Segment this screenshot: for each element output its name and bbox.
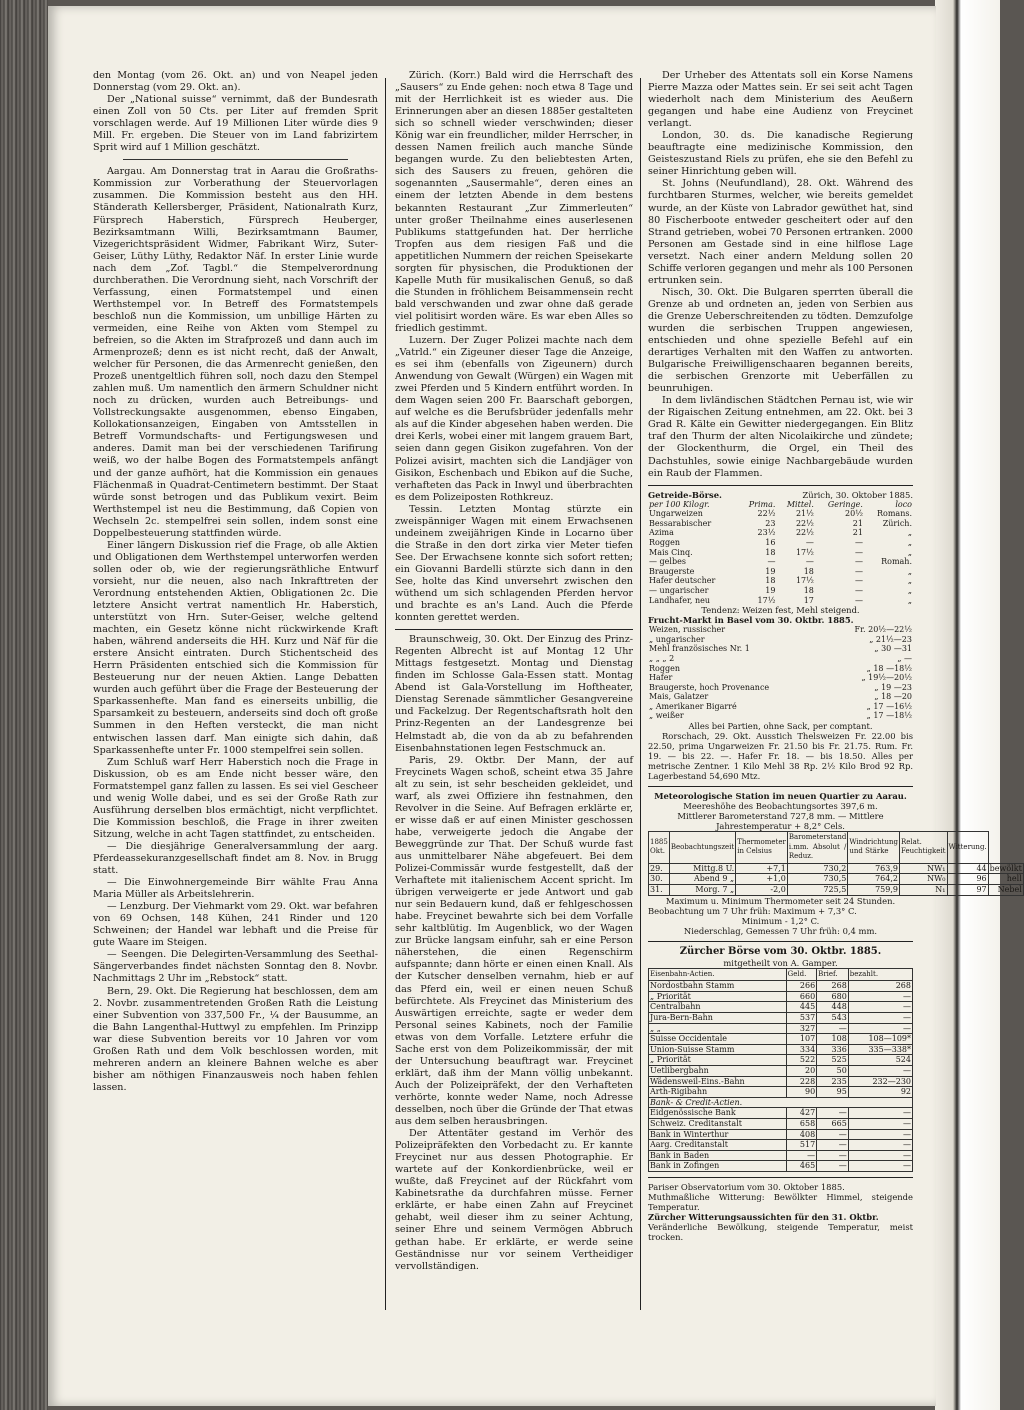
- grain-row-cell: —: [854, 576, 863, 586]
- grain-row-cell: — gelbes: [649, 557, 686, 567]
- boerse-row-cell: —: [817, 1023, 849, 1034]
- meteo-row-cell: 31.: [649, 885, 670, 896]
- meteo-row-cell: 764,2: [848, 874, 900, 885]
- grain-row: [648, 576, 913, 586]
- grain-row-cell: —: [854, 547, 863, 557]
- boerse-row-cell: 235: [817, 1076, 849, 1087]
- grain-row-cell: „: [907, 528, 912, 538]
- boerse-row-cell: Jura-Bern-Bahn: [649, 1013, 787, 1024]
- bank-row-cell: —: [817, 1150, 849, 1161]
- boerse-row-cell: 95: [817, 1087, 849, 1098]
- grain-row-cell: —: [854, 585, 863, 595]
- boerse-row-cell: 680: [817, 991, 849, 1002]
- grain-row-cell: —: [854, 595, 863, 605]
- meteo-row-cell: Morg. 7 „: [669, 885, 735, 896]
- basel-row: [648, 702, 913, 712]
- boerse-row-cell: 90: [786, 1087, 817, 1098]
- grain-row-cell: 22½: [795, 528, 814, 538]
- basel-row-cell: „ —: [897, 653, 912, 663]
- boerse-row-cell: 660: [786, 991, 817, 1002]
- meteo-obs: Beobachtung um 7 Uhr früh: Maximum + 7,3° C.: [648, 905, 857, 916]
- grain-row-cell: 23: [765, 518, 776, 528]
- meteo-row-cell: 96: [947, 874, 988, 885]
- grain-header: loco: [895, 499, 912, 509]
- bank-row: [649, 1161, 913, 1172]
- boerse-row-cell: —: [848, 1002, 912, 1013]
- article-urheber: Der Urheber des Attentats soll ein Korse Namens Pierre Mazza oder Mattes sein. Er sei seit acht Tagen wiederholt nach dem Ministerium des Aeußern gegangen und habe eine Audienz von Freycinet verlangt.: [648, 70, 913, 130]
- grain-header: per 100 Kilogr.: [649, 499, 710, 509]
- grain-row-cell: —: [854, 537, 863, 547]
- boerse-row-cell: 107: [786, 1034, 817, 1045]
- boerse-row: [649, 1055, 913, 1066]
- bank-row-cell: —: [848, 1161, 912, 1172]
- meteo-row-cell: bewölkt: [989, 863, 1022, 873]
- boerse-row: [649, 1087, 913, 1098]
- basel-row-cell: Mais, Galatzer: [649, 692, 709, 702]
- grain-row-cell: 17: [803, 595, 814, 605]
- column-rule-1: [385, 78, 386, 1310]
- meteo-row-cell: +1,0: [736, 874, 788, 885]
- boerse-row-cell: 334: [786, 1044, 817, 1055]
- grain-row-cell: 23½: [757, 528, 776, 538]
- grain-row-cell: „: [907, 537, 912, 547]
- grain-row: [648, 596, 913, 606]
- bank-row-cell: —: [817, 1161, 849, 1172]
- basel-title: Frucht-Markt in Basel vom 30. Oktbr. 1885.: [648, 615, 854, 626]
- boerse-row-cell: 228: [786, 1076, 817, 1087]
- boerse-row-cell: Uetlibergbahn: [649, 1066, 787, 1077]
- boerse-row-cell: 108—109*: [848, 1034, 912, 1045]
- bank-row-cell: Eidgenössische Bank: [649, 1108, 787, 1119]
- grain-row-cell: 18: [765, 576, 776, 586]
- boerse-header: Eisenbahn-Actien.: [649, 968, 787, 981]
- grain-row-cell: —: [805, 537, 814, 547]
- boerse-row-cell: 92: [848, 1087, 912, 1098]
- meteo-max: Maximum u. Minimum Thermometer seit 24 Stunden.: [665, 895, 896, 906]
- boerse-row-cell: 537: [786, 1013, 817, 1024]
- boerse-row-cell: „ Priorität: [649, 1055, 787, 1066]
- article-pferdeassekuranz: — Die diesjährige Generalversammlung der aarg. Pferdeassekuranzgesellschaft findet am 8. Nov. in Brugg statt.: [93, 840, 378, 877]
- grain-row-cell: 21: [852, 518, 863, 528]
- meteo-line1: Meereshöhe des Beobachtungsortes 397,6 m.: [683, 801, 878, 812]
- bank-row-cell: —: [817, 1108, 849, 1119]
- separator: [648, 1177, 913, 1178]
- bank-row: [649, 1118, 913, 1129]
- column-2: [395, 70, 633, 1320]
- grain-row-cell: —: [854, 557, 863, 567]
- bank-row-cell: —: [848, 1129, 912, 1140]
- bank-row-cell: 665: [817, 1118, 849, 1129]
- basel-row-cell: Roggen: [649, 663, 680, 673]
- bank-row-cell: —: [817, 1140, 849, 1151]
- meteo-row-cell: 44: [947, 863, 988, 874]
- meteo-row: [649, 874, 1024, 885]
- boerse-row-cell: 108: [817, 1034, 849, 1045]
- grain-row-cell: —: [767, 557, 776, 567]
- grain-row: [648, 567, 913, 577]
- separator: [648, 941, 913, 942]
- grain-row-cell: 19: [765, 585, 776, 595]
- basel-row-cell: Fr. 20½—22½: [854, 625, 912, 635]
- grain-row-cell: 21: [852, 528, 863, 538]
- article-aargau: Aargau. Am Donnerstag trat in Aarau die Großraths-Kommission zur Vorberathung der Steuervorlagen zusammen. Die Kommission besteht aus den HH. Ständerath Kellersberger, Präsident, Nationalrath Kurz, Fürsprech Haberstich, Fürsprech Heuberger, Bezirksamtmann Willi, Bezirksamtmann Baumer, Vizegerichtspräsident Widmer, Fabrikant Wirz, Suter-Geiser, Lüthy Lüthy, Redaktor Näf. In erster Linie wurde nach dem „Zof. Tagbl.“ die Stempelverordnung durchberathen. Die Verordnung sieht, nach Vorschrift der Verfassung, einen Formatstempel und einen Werthstempel vor. In Betreff des Formatstempels beschloß nun die Kommission, um unbillige Härten zu vermeiden, eine Reihe von Akten vom Stempel zu befreien, so die Akten im Strafprozeß und dann auch im Armenprozeß; denn es ist nicht recht, daß der Anwalt, welcher für Personen, die das Armenrecht genießen, den Prozeß unentgeltlich führen soll, noch dazu den Stempel zahlen muß. Um namentlich den ärmern Schuldner nicht noch zu drücken, wurden auch Betreibungs- und Vollstreckungsakte ausgenommen, ebenso Eingaben, Kollokationsanzeigen, Eingaben von Amtsstellen in Betreff Vormundschafts- und Fertigungswesen und anderes. Damit man bei der verschiedenen Tarifirung weiß, wo der halbe Bogen des Formatstempels anfängt und der ganze aufhört, hat die Kommission ein genaues Flächenmaß in Quadrat-Centimetern bestimmt. Der Staat würde sonst betrogen und das Publikum vexirt. Beim Werthstempel ist neu die Bestimmung, daß Copien von Wechseln 2c. stempelfrei sein sollen, indem sonst eine Doppelbesteuerung stattfinden würde.: [93, 166, 378, 539]
- boerse-row-cell: 268: [848, 981, 912, 992]
- grain-row: [648, 538, 913, 548]
- basel-row: [648, 654, 913, 664]
- grain-row-cell: Romans.: [877, 509, 912, 519]
- boerse-title: Zürcher Börse vom 30. Oktbr. 1885.: [679, 945, 882, 957]
- grain-row-cell: 16: [765, 537, 776, 547]
- meteo-row-cell: +7,1: [736, 863, 788, 874]
- grain-date: Zürich, 30. Oktober 1885.: [802, 489, 913, 500]
- article-seengen: — Seengen. Die Delegirten-Versammlung des Seethal-Sängerverbandes findet nächsten Sonntag den 8. Novbr. Nachmittags 2 Uhr im „Rebstock“ statt.: [93, 949, 378, 985]
- bank-row: [649, 1108, 913, 1119]
- basel-row-cell: „ weißer: [649, 711, 684, 721]
- boerse-row-cell: —: [848, 1023, 912, 1034]
- basel-row: [648, 692, 913, 702]
- meteo-min: Minimum - 1,2° C.: [741, 915, 820, 926]
- bank-row: [649, 1150, 913, 1161]
- article-aargau-aktien: Einer längern Diskussion rief die Frage, ob alle Aktien und Obligationen dem Werthstempel unterworfen werden sollen oder ob, wie der regierungsräthliche Entwurf vorsieht, nur die neuen, also nach Inkrafttreten der Verordnung entstehenden Aktien, Obligationen 2c. Die letztere Ansicht vertrat namentlich Hr. Haberstich, unterstützt von Hrn. Suter-Geiser, welche geltend machten, ein Gesetz könne nicht rückwirkende Kraft haben, während anderseits die HH. Kurz und Näf für die erstere Ansicht eintraten. Durch Stichentscheid des Herrn Präsidenten entschied sich die Kommission für Besteuerung nur der neuen Aktien. Lange Debatten wurden auch geführt über die Frage der Besteuerung der Sparkassenhefte. Man fand es einerseits unbillig, die Sparsamkeit zu besteuern, anderseits sind doch oft große Summen in den Heften versteckt, die man nicht entwischen lassen darf. Man einigte sich dahin, daß Sparkassenhefte unter Fr. 1000 stempelfrei sein sollen.: [93, 539, 378, 756]
- basel-row: [648, 711, 913, 721]
- boerse-row-cell: Nordostbahn Stamm: [649, 981, 787, 992]
- grain-row-cell: „: [907, 585, 912, 595]
- boerse-subtitle: mitgetheilt von A. Gamper.: [723, 957, 838, 968]
- article-bern: Bern, 29. Okt. Die Regierung hat beschlossen, dem am 2. Novbr. zusammentretenden Großen Rath die Leistung einer Subvention von 337,500 Fr., ¼ der Bausumme, an die Bahn Langenthal-Huttwyl zu empfehlen. Im Prinzipp war diese Subvention bereits vor 10 Jahren vor vom Großen Rath und dem Volk beschlossen worden, mit mehreren andern an kleinere Bahnen welche es aber bisher am nöthigen Finanzausweis noch haben fehlen lassen.: [93, 985, 378, 1093]
- boerse-row-cell: Union-Suisse Stamm: [649, 1044, 787, 1055]
- basel-row-cell: Weizen, russischer: [649, 625, 726, 635]
- grain-row-cell: Hafer deutscher: [649, 576, 716, 586]
- book-binding-right: [935, 0, 1000, 1410]
- bank-row: [649, 1129, 913, 1140]
- grain-tendency: Tendenz: Weizen fest, Mehl steigend.: [701, 605, 860, 616]
- grain-row-cell: Bessarabischer: [649, 518, 712, 528]
- meteo-header: Barometerstand i.mm. Absolut / Reduz.: [787, 832, 848, 864]
- bank-header: Bank- & Credit-Actien.: [649, 1097, 913, 1108]
- article-national-suisse: Der „National suisse“ vernimmt, daß der Bundesrath einen Zoll von 50 Cts. per Liter auf fremden Sprit vorschlagen werde. Auf 19 Millionen Liter würde dies 9 Mill. Fr. ergeben. Die Steuer von im Land fabrizirtem Sprit wird auf 1 Million geschätzt.: [93, 94, 378, 154]
- bank-row-cell: Schweiz. Creditanstalt: [649, 1118, 787, 1129]
- grain-header: Mittel.: [786, 499, 814, 509]
- boerse-row-cell: 448: [817, 1002, 849, 1013]
- boerse-table: [648, 968, 913, 1172]
- boerse-row-cell: —: [848, 1066, 912, 1077]
- grain-row-cell: Mais Cinq.: [649, 547, 693, 557]
- basel-row-cell: Braugerste, hoch Provenance: [649, 682, 770, 692]
- boerse-row-cell: 20: [786, 1066, 817, 1077]
- bank-row-cell: 658: [786, 1118, 817, 1129]
- grain-header: Geringe.: [827, 499, 863, 509]
- separator: [648, 485, 913, 486]
- grain-header: Prima.: [748, 499, 776, 509]
- meteo-title: Meteorologische Station im neuen Quartier zu Aarau.: [654, 791, 907, 802]
- bank-row-cell: Bank in Winterthur: [649, 1129, 787, 1140]
- grain-row-cell: „: [907, 595, 912, 605]
- boerse-row: [649, 1002, 913, 1013]
- boerse-row-cell: 543: [817, 1013, 849, 1024]
- grain-row-cell: „: [907, 566, 912, 576]
- meteo-row-cell: Nebel: [988, 885, 1023, 896]
- article-st-johns: St. Johns (Neufundland), 28. Okt. Während des furchtbaren Sturmes, welcher, wie bereits gemeldet wurde, an der Küste von Labrador gewüthet hat, sind 80 Fischerboote entweder gescheitert oder auf den Strand getrieben, wobei 70 Personen ertranken. 2000 Personen am Gestade sind in eine hilflose Lage versetzt. Nach einer andern Meldung sollen 20 Schiffe verloren gegangen und mehr als 100 Personen ertrunken sein.: [648, 178, 913, 286]
- meteo-row-cell: NW₀: [899, 874, 947, 885]
- boerse-row: [649, 1013, 913, 1024]
- article-tessin: Tessin. Letzten Montag stürzte ein zweispänniger Wagen mit einem Erwachsenen undeinem zweijährigen Kinde in Locarno über die Straße in den dort zirka vier Meter tiefen See. Der Erwachsene konnte sich sofort retten; ein Giovanni Bardelli stürzte sich dann in den See, holte das Kind unversehrt zwischen den wüthend um sich schlagenden Pferden hervor und brachte es an's Land. Auch die Pferde konnten gerettet werden.: [395, 503, 633, 624]
- bank-row-cell: 517: [786, 1140, 817, 1151]
- grain-row: [648, 586, 913, 596]
- bank-row-cell: —: [848, 1150, 912, 1161]
- bank-row-cell: Aarg. Creditanstalt: [649, 1140, 787, 1151]
- grain-row-cell: „: [907, 547, 912, 557]
- meteo-row-cell: 30.: [649, 874, 670, 885]
- meteo-row-cell: hell: [988, 874, 1023, 885]
- meteo-header: Windrichtung und Stärke: [848, 832, 900, 864]
- meteo-header: Witterung.: [947, 832, 988, 864]
- boerse-row-cell: Suisse Occidentale: [649, 1034, 787, 1045]
- grain-row: [648, 548, 913, 558]
- meteo-line2: Mittlerer Barometerstand 727,8 mm. — Mittlere Jahrestemperatur + 8,2° Cels.: [677, 811, 884, 832]
- basel-row-cell: Mehl französisches Nr. 1: [649, 644, 750, 654]
- grain-table: [648, 500, 913, 606]
- article-london: London, 30. ds. Die kanadische Regierung beauftragte eine medizinische Kommission, den Geisteszustand Riels zu prüfen, ehe sie den Befehl zu seiner Hinrichtung geben will.: [648, 130, 913, 178]
- boerse-row-cell: —: [848, 1013, 912, 1024]
- boerse-header: Brief.: [817, 968, 849, 981]
- boerse-row-cell: „ „: [649, 1023, 787, 1034]
- boerse-row-cell: 327: [786, 1023, 817, 1034]
- boerse-row: [649, 1034, 913, 1045]
- grain-row-cell: Zürich.: [882, 518, 912, 528]
- separator: [648, 786, 913, 787]
- basel-row-cell: „ „ „ 2: [649, 653, 675, 663]
- grain-row: [648, 519, 913, 529]
- article-aargau-schluss: Zum Schluß warf Herr Haberstich noch die Frage in Diskussion, ob es am Ende nicht besser wäre, den Formatstempel ganz fallen zu lassen. Es sei viel Gescheer und wenig Wolle dabei, und es sei der Große Rath zur Ausführung derselben blos ermächtigt, nicht verpflichtet. Die Kommission beschloß, die Frage in ihrer zweiten Sitzung, welche in acht Tagen stattfindet, zu entscheiden.: [93, 756, 378, 840]
- grain-row-cell: Romah.: [881, 557, 912, 567]
- boerse-row-cell: 266: [786, 981, 817, 992]
- meteo-header: 1885 Okt.: [649, 832, 670, 864]
- meteo-header: Beobachtungszeit: [669, 832, 735, 864]
- grain-row-cell: 21½: [795, 509, 814, 519]
- meteo-row-cell: NW₁: [899, 863, 947, 874]
- boerse-row-cell: 445: [786, 1002, 817, 1013]
- boerse-row: [649, 1076, 913, 1087]
- grain-row-cell: 18: [803, 585, 814, 595]
- article-paris-attentaeter: Der Attentäter gestand im Verhör des Polizeipräfekten den Vorbedacht zu. Er kannte Freycinet nur aus dessen Photographie. Er wartete auf der Konkordienbrücke, weil er wußte, daß Freycinet auf der Rückfahrt vom Kabinetsrathe da durchfahren müsse. Ferner erklärte, er habe einen Zahn auf Freycinet gehabt, weil dieser ihm zu seiner Achtung, seiner Ehre und seinem Vermögen Abbruch gethan habe. Er erklärte, er werde seine Geständnisse nur vor seinem Vertheidiger vervollständigen.: [395, 1128, 633, 1272]
- witterung-text: Veränderliche Bewölkung, steigende Temperatur, meist trocken.: [648, 1221, 913, 1242]
- meteo-row-cell: Abend 9 „: [669, 874, 735, 885]
- grain-row-cell: 22½: [757, 509, 776, 519]
- basel-row: [648, 644, 913, 654]
- basel-row-cell: „ 30 —31: [874, 644, 912, 654]
- basel-row-cell: „ 17 —16½: [866, 701, 912, 711]
- observatorium-title: Pariser Observatorium vom 30. Oktober 1885.: [648, 1181, 845, 1192]
- basel-row-cell: „ 19 —23: [874, 682, 912, 692]
- basel-row-cell: „ ungarischer: [649, 634, 705, 644]
- boerse-row-cell: 522: [786, 1055, 817, 1066]
- boerse-row-cell: „ Priorität: [649, 991, 787, 1002]
- basel-row: [648, 635, 913, 645]
- grain-row-cell: Azima: [649, 528, 674, 538]
- book-binding-left: [0, 0, 48, 1410]
- bank-row-cell: —: [817, 1129, 849, 1140]
- meteo-rain: Niederschlag, Gemessen 7 Uhr früh: 0,4 mm.: [683, 925, 878, 936]
- bank-row-cell: —: [786, 1150, 817, 1161]
- boerse-row: [649, 991, 913, 1002]
- article-neapel: den Montag (vom 26. Okt. an) und von Neapel jeden Donnerstag (vom 29. Okt. an).: [93, 70, 378, 94]
- grain-row-cell: 17½: [757, 595, 776, 605]
- meteo-row: [649, 863, 1024, 874]
- bank-row-cell: 427: [786, 1108, 817, 1119]
- basel-row: [648, 664, 913, 674]
- column-1: [93, 70, 378, 1320]
- grain-row-cell: Ungarweizen: [649, 509, 703, 519]
- basel-row-cell: „ Amerikaner Bigarré: [649, 701, 737, 711]
- meteo-row-cell: -2,0: [736, 885, 788, 896]
- basel-row-cell: „ 18 —20: [874, 692, 912, 702]
- grain-market: [648, 490, 913, 616]
- grain-row-cell: —: [805, 557, 814, 567]
- boerse-row-cell: 524: [848, 1055, 912, 1066]
- boerse-row-cell: 336: [817, 1044, 849, 1055]
- meteo-row-cell: 763,9: [848, 863, 900, 874]
- separator: [395, 629, 633, 630]
- grain-row-cell: „: [907, 576, 912, 586]
- meteo-header: Thermometer in Celsius: [736, 832, 788, 864]
- bank-row: [649, 1140, 913, 1151]
- zuercher-boerse: [648, 946, 913, 1172]
- article-rorschach: Rorschach, 29. Okt. Ausstich Thelsweizen Fr. 22.00 bis 22.50, prima Ungarweizen Fr. 21.50 bis Fr. 21.75. Rum. Fr. 19. — bis 22. —. Hafer Fr. 18. — bis 18.50. Alles per metrische Zentner. 1 Kilo Mehl 38 Rp. 2½ Kilo Brod 92 Rp. Lagerbestand 54,690 Mtz.: [648, 731, 913, 782]
- column-3: [648, 70, 1022, 1320]
- basel-row-cell: „ 17 —18½: [866, 711, 912, 721]
- boerse-row-cell: —: [848, 991, 912, 1002]
- article-zuerich: Zürich. (Korr.) Bald wird die Herrschaft des „Sausers“ zu Ende gehen: noch etwa 8 Tage und mit der Herrlichkeit ist es wieder aus. Die Erinnerungen aber an diesen 1885er gestalteten sich so schnell wieder verschwinden; dieser König war ein freundlicher, milder Herrscher, in dessen Namen freilich auch manche Sünde begangen wurde. Zu den beliebtesten Arten, sich des Sausers zu freuen, gehören die sogenannten „Sausermahle“, deren eines an einem der letzten Abende in dem bestens bekannten Restaurant „Zur Zimmerleuten“ unter großer Theilnahme eines auserlesenen Publikums stattgefunden hat. Der herrliche Tropfen aus dem riesigen Faß und die appetitlichen Nummern der reichen Speisekarte sorgten für physischen, die Produktionen der Kapelle Muth für musikalischen Genuß, so daß die Stunden in fröhlichem Beisammensein recht bald verschwanden und zwar ohne daß gerade viel politisirt worden wäre. Es war eben Alles so friedlich gestimmt.: [395, 70, 633, 334]
- grain-row-cell: —: [854, 566, 863, 576]
- grain-row-cell: 19: [765, 566, 776, 576]
- basel-table: [648, 625, 913, 721]
- basel-row-cell: „ 21½—23: [869, 634, 912, 644]
- boerse-header: Geld.: [786, 968, 817, 981]
- meteo-row: [649, 885, 1024, 896]
- boerse-row-cell: Arth-Rigibahn: [649, 1087, 787, 1098]
- article-nisch: Nisch, 30. Okt. Die Bulgaren sperrten überall die Grenze ab und ordneten an, jeden von Serbien aus die Grenze Ueberschreitenden zu tödten. Demzufolge wurden die serbischen Truppen angewiesen, entschieden und ohne spezielle Befehl auf ein derartiges Verhalten mit den Waffen zu antworten. Bulgarische Freiwilligenschaaren begannen bereits, die serbischen Grenzorte mit Ueberfällen zu beunruhigen.: [648, 286, 913, 395]
- bank-row-cell: 408: [786, 1129, 817, 1140]
- basel-row: [648, 673, 913, 683]
- basel-row-cell: Hafer: [649, 673, 673, 683]
- bank-row-cell: Bank in Zofingen: [649, 1161, 787, 1172]
- meteo-row-cell: Mittg.8 U.: [669, 863, 735, 874]
- article-lenzburg: — Lenzburg. Der Viehmarkt vom 29. Okt. war befahren von 69 Ochsen, 148 Kühen, 241 Rinder und 120 Schweinen; der Handel war lebhaft und die Preise für gute Waare im Steigen.: [93, 901, 378, 949]
- meteo-row-cell: 97: [947, 885, 988, 896]
- meteo-row-cell: N₁: [899, 885, 947, 896]
- grain-row-cell: — ungarischer: [649, 585, 709, 595]
- bank-row-cell: —: [848, 1108, 912, 1119]
- article-braunschweig: Braunschweig, 30. Okt. Der Einzug des Prinz-Regenten Albrecht ist auf Montag 12 Uhr Mittags festgesetzt. Montag und Dienstag finden im Schlosse Gala-Essen statt. Montag Abend ist Gala-Vorstellung im Hoftheater, Dienstag Serenade sämmtlicher Gesangvereine und Fackelzug. Der Regentschaftsrath holt den Prinz-Regenten an der Landesgrenze bei Helmstadt ab, die von da ab zu befahrenden Eisenbahnstationen legen Festschmuck an.: [395, 634, 633, 754]
- witterung-title: Zürcher Witterungsaussichten für den 31. Oktbr.: [648, 1211, 879, 1222]
- grain-title: Getreide-Börse.: [648, 489, 722, 500]
- grain-row: [648, 528, 913, 538]
- boerse-row-cell: 525: [817, 1055, 849, 1066]
- bank-row-cell: Bank in Baden: [649, 1150, 787, 1161]
- boerse-row-cell: 232—230: [848, 1076, 912, 1087]
- meteo-table: [648, 831, 1024, 896]
- boerse-row-cell: Centralbahn: [649, 1002, 787, 1013]
- grain-row-cell: 17½: [795, 547, 814, 557]
- basel-note: Alles bei Partien, ohne Sack, per comptant.: [688, 721, 873, 732]
- basel-row: [648, 625, 913, 635]
- meteo-header: Relat. Feuchtigkeit: [899, 832, 947, 864]
- bank-row-cell: 465: [786, 1161, 817, 1172]
- bank-row-cell: —: [848, 1118, 912, 1129]
- grain-row-cell: 17½: [795, 576, 814, 586]
- separator: [123, 159, 348, 160]
- column-rule-2: [640, 78, 641, 1310]
- boerse-row: [649, 1023, 913, 1034]
- grain-row-cell: Braugerste: [649, 566, 695, 576]
- basel-market: [648, 615, 913, 731]
- boerse-row: [649, 1044, 913, 1055]
- basel-row-cell: „ 19½—20½: [861, 673, 912, 683]
- grain-row-cell: 22½: [795, 518, 814, 528]
- boerse-header: bezahlt.: [848, 968, 912, 981]
- observatorium-text: Muthmaßliche Witterung: Bewölkter Himmel, steigende Temperatur.: [648, 1191, 913, 1212]
- article-paris: Paris, 29. Oktbr. Der Mann, der auf Freycinets Wagen schoß, scheint etwa 35 Jahre alt zu sein, ist sehr bescheiden gekleidet, und warf, als zwei Offiziere ihn festnahmen, den Revolver in die Seine. Auf Befragen erklärte er, er wisse daß er auf einen Minister geschossen habe, verweigerte jedoch die Angabe der Beweggründe zur That. Der Schuß wurde fast aus unmittelbarer Nähe abgefeuert. Bei dem Polizei-Commissär wurde festgestellt, daß der Verhaftete mit italienischem Accent spricht. Im übrigen verweigerte er jede Antwort und gab nur sein Bedauern kund, daß er fehlgeschossen habe. Freycinet bewahrte sich bei dem Vorfalle sehr kaltblütig. Im Augenblick, wo der Wagen zur Brücke langsam einfuhr, sah er eine Person näherstehen, die einen Regenschirm aufspannte; dann hörte er einen einen Knall. Als der Kutscher denselben vernahm, hieb er auf das Pferd ein, weil er einen neuen Schuß befürchtete. Als Freycinet das Ministerium des Auswärtigen erreichte, sagte er weder dem Personal seines Kabinets, noch der Familie etwas von dem Vorfalle. Letztere erfuhr die Sache erst von dem Polizeikommissär, der mit der Untersuchung beauftragt war. Freycinet erklärt, daß ihm der Mann völlig unbekannt. Auch der Polizeipräfekt, der den Verhafteten verhörte, konnte weder Name, noch Adresse desselben, noch über die Gründe der That etwas aus dem selben herausbringen.: [395, 754, 633, 1128]
- grain-row-cell: 20½: [845, 509, 863, 519]
- meteo-row-cell: 29.: [649, 863, 670, 874]
- basel-row-cell: „ 18 —18½: [866, 663, 912, 673]
- article-luzern: Luzern. Der Zuger Polizei machte nach dem „Vatrld.“ ein Zigeuner dieser Tage die Anzeige, es sei ihm (ebenfalls von Zigeunern) durch Anwendung von Gewalt (Würgen) ein Wagen mit zwei Pferden und 5 Kindern entführt worden. In dem Wagen seien 200 Fr. Baarschaft geborgen, auf welche es die Berufsbrüder jedenfalls mehr als auf die Kinder abgesehen haben werden. Die drei Kerls, wobei einer mit langem grauem Bart, seien dann gegen Gisikon zugefahren. Von der Polizei avisirt, machten sich die Landjäger von Gisikon, Eschenbach und Ebikon auf die Suche, verhafteten das Pack in Inwyl und überbrachten es dem Polizeiposten Rothkreuz.: [395, 335, 633, 503]
- grain-row-cell: 18: [803, 566, 814, 576]
- meteo-row-cell: 730,2: [787, 863, 848, 874]
- grain-row: [648, 557, 913, 567]
- meteo-row-cell: 759,9: [848, 885, 900, 896]
- boerse-row-cell: 50: [817, 1066, 849, 1077]
- grain-row-cell: Landhafer, neu: [649, 595, 711, 605]
- grain-row-cell: Roggen: [649, 537, 680, 547]
- meteo-station: [648, 791, 1022, 936]
- boerse-row: [649, 981, 913, 992]
- meteo-row-cell: 730,5: [787, 874, 848, 885]
- meteo-row-cell: 725,5: [787, 885, 848, 896]
- boerse-row-cell: Wädensweil-Eins.-Bahn: [649, 1076, 787, 1087]
- article-birr: — Die Einwohnergemeinde Birr wählte Frau Anna Maria Müller als Arbeitslehrerin.: [93, 877, 378, 901]
- grain-row: [648, 509, 913, 519]
- boerse-row: [649, 1066, 913, 1077]
- grain-row-cell: 18: [765, 547, 776, 557]
- boerse-row-cell: 335—338*: [848, 1044, 912, 1055]
- article-pernau: In dem livländischen Städtchen Pernau ist, wie wir der Rigaischen Zeitung entnehmen, am 22. Okt. bei 3 Grad R. Kälte ein Gewitter niedergegangen. Ein Blitz traf den Thurm der alten Nicolaikirche und zündete; der Glockenthurm, die Orgel, ein Theil des Dachstuhles, sowie einige Nachbargebäude wurden ein Raub der Flammen.: [648, 395, 913, 479]
- basel-row: [648, 683, 913, 693]
- boerse-row-cell: 268: [817, 981, 849, 992]
- bank-row-cell: —: [848, 1140, 912, 1151]
